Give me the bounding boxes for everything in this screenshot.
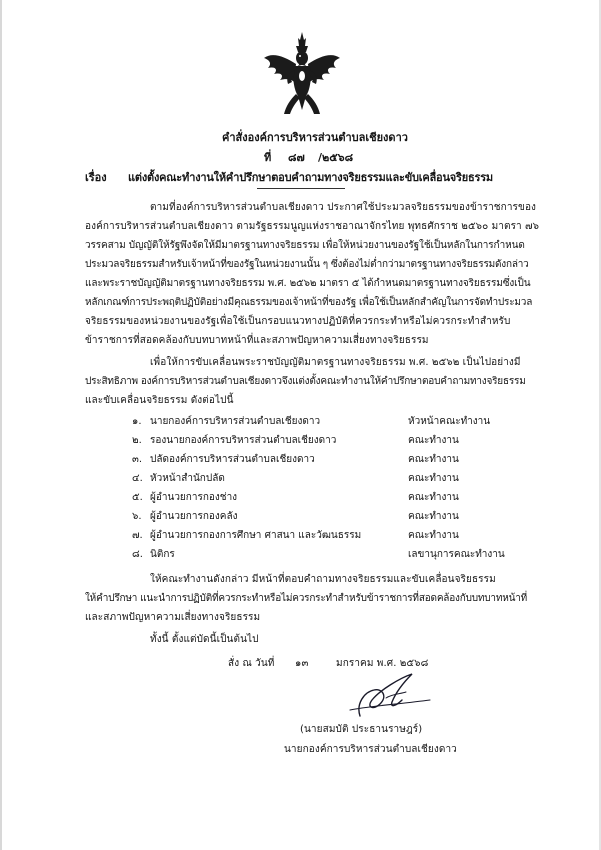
- member-name: นายกองค์การบริหารส่วนตำบลเชียงดาว: [150, 416, 321, 427]
- paragraph1-line: วรรคสาม บัญญัติให้รัฐพึงจัดให้มีมาตรฐานทางจริยธรรม เพื่อให้หน่วยงานของรัฐใช้เป็นหลักในการกำหนด: [85, 240, 525, 251]
- member-role: เลขานุการคณะทำงาน: [408, 549, 505, 560]
- subject-text: แต่งตั้งคณะทำงานให้คำปรึกษาตอบคำถามทางจริยธรรมและขับเคลื่อนจริยธรรม: [128, 171, 493, 184]
- member-number: ๑.: [132, 416, 142, 427]
- member-name: หัวหน้าสำนักปลัด: [150, 473, 225, 484]
- member-name: ผู้อำนวยการกองคลัง: [150, 511, 238, 522]
- member-number: ๖.: [132, 511, 142, 522]
- member-role: คณะทำงาน: [408, 435, 459, 446]
- member-number: ๔.: [132, 473, 143, 484]
- member-name: นิติกร: [150, 549, 175, 560]
- subject-label: เรื่อง: [85, 171, 107, 184]
- date-day: ๑๓: [295, 658, 309, 669]
- garuda-emblem-icon: [262, 30, 342, 120]
- paragraph2-line: ประสิทธิภาพ องค์การบริหารส่วนตำบลเชียงดาวจึงแต่งตั้งคณะทำงานให้คำปรึกษาตอบคำถามทางจริยธรรม: [85, 376, 526, 387]
- handwritten-signature: [330, 670, 440, 720]
- paragraph1-line: และพระราชบัญญัติมาตรฐานทางจริยธรรม พ.ศ. ๒๕๖๒ มาตรา ๕ ได้กำหนดมาตรฐานทางจริยธรรมซึ่งเป็น: [85, 278, 531, 289]
- paragraph1-line: ตามที่องค์การบริหารส่วนตำบลเชียงดาว ประกาศใช้ประมวลจริยธรรมของข้าราชการของ: [150, 202, 537, 213]
- effective-clause: ทั้งนี้ ตั้งแต่บัดนี้เป็นต้นไป: [150, 634, 259, 645]
- date-month-year: มกราคม พ.ศ. ๒๕๖๘: [336, 658, 429, 669]
- paragraph2-line: และขับเคลื่อนจริยธรรม ดังต่อไปนี้: [85, 395, 234, 406]
- order-number-label: ที่: [264, 151, 272, 164]
- order-number: ๘๗: [288, 151, 305, 164]
- member-number: ๗.: [132, 530, 143, 541]
- paragraph3-line: และสภาพปัญหาความเสี่ยงทางจริยธรรม: [85, 612, 261, 623]
- date-prefix: สั่ง ณ วันที่: [228, 658, 275, 669]
- member-name: รองนายกองค์การบริหารส่วนตำบลเชียงดาว: [150, 435, 337, 446]
- paragraph3-line: ให้คำปรึกษา แนะนำการปฏิบัติที่ควรกระทำหรือไม่ควรกระทำสำหรับข้าราชการที่สอดคล้องกับบทบาทหน้าที่: [85, 593, 528, 604]
- member-number: ๒.: [132, 435, 142, 446]
- paragraph1-line: จริยธรรมของหน่วยงานของรัฐเพื่อใช้เป็นกรอบแนวทางปฏิบัติที่ควรกระทำหรือไม่ควรกระทำสำหรับ: [85, 316, 511, 327]
- paragraph1-line: ประมวลจริยธรรมสำหรับเจ้าหน้าที่ของรัฐในหน่วยงานนั้น ๆ ซึ่งต้องไม่ต่ำกว่ามาตรฐานทางจริยธรรมดังกล่าว: [85, 259, 529, 270]
- member-role: คณะทำงาน: [408, 492, 459, 503]
- paragraph3-line: ให้คณะทำงานดังกล่าว มีหน้าที่ตอบคำถามทางจริยธรรมและขับเคลื่อนจริยธรรม: [150, 574, 496, 585]
- member-name: ปลัดองค์การบริหารส่วนตำบลเชียงดาว: [150, 454, 315, 465]
- order-title: คำสั่งองค์การบริหารส่วนตำบลเชียงดาว: [222, 131, 408, 144]
- member-role: คณะทำงาน: [408, 530, 459, 541]
- paragraph1-line: ข้าราชการที่สอดคล้องกับบทบาทหน้าที่และสภาพปัญหาความเสี่ยงทางจริยธรรม: [85, 335, 429, 346]
- signatory-position: นายกองค์การบริหารส่วนตำบลเชียงดาว: [284, 744, 457, 755]
- member-role: คณะทำงาน: [408, 454, 459, 465]
- member-name: ผู้อำนวยการกองการศึกษา ศาสนา และวัฒนธรรม: [150, 530, 362, 541]
- member-number: ๓.: [132, 454, 143, 465]
- paragraph2-line: เพื่อให้การขับเคลื่อนพระราชบัญญัติมาตรฐานทางจริยธรรม พ.ศ. ๒๕๖๒ เป็นไปอย่างมี: [150, 357, 521, 368]
- member-role: คณะทำงาน: [408, 473, 459, 484]
- member-role: คณะทำงาน: [408, 511, 459, 522]
- signatory-name: (นายสมบัติ ประธานราษฎร์): [300, 724, 423, 735]
- header-divider: [257, 188, 345, 189]
- paragraph1-line: องค์การบริหารส่วนตำบลเชียงดาว ตามรัฐธรรมนูญแห่งราชอาณาจักรไทย พุทธศักราช ๒๕๖๐ มาตรา ๗๖: [85, 221, 540, 232]
- member-name: ผู้อำนวยการกองช่าง: [150, 492, 238, 503]
- member-number: ๘.: [132, 549, 143, 560]
- member-number: ๕.: [132, 492, 143, 503]
- member-role: หัวหน้าคณะทำงาน: [408, 416, 491, 427]
- paragraph1-line: หลักเกณฑ์การประพฤติปฏิบัติอย่างมีคุณธรรมของเจ้าหน้าที่ของรัฐ เพื่อใช้เป็นหลักสำคัญในการจัดทำประมวล: [85, 297, 533, 308]
- order-year: /๒๕๖๘: [318, 151, 354, 164]
